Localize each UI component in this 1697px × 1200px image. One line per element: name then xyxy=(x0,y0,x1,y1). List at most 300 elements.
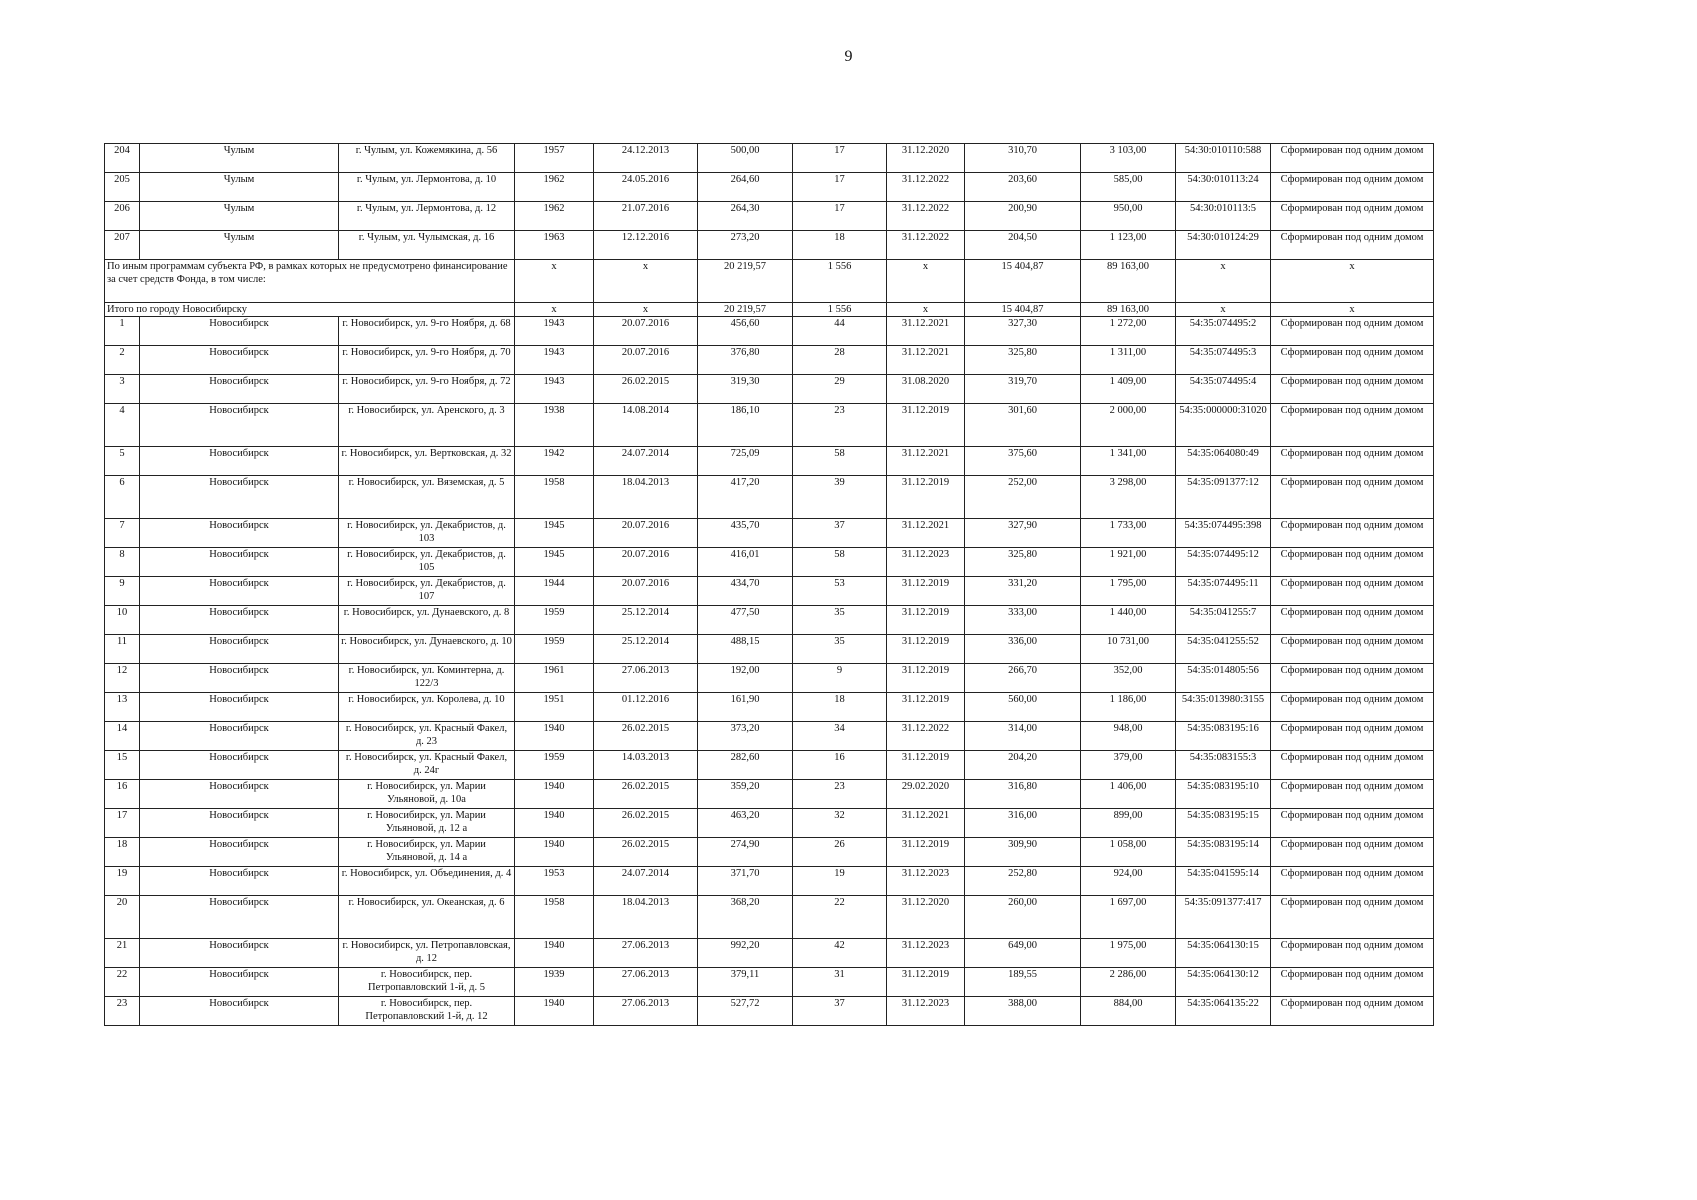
cell-land-status: Сформирован под одним домом xyxy=(1271,635,1434,664)
cell-cost: 1 272,00 xyxy=(1081,317,1176,346)
subtotal-program-block xyxy=(105,260,1434,317)
cell-resettled-area: 336,00 xyxy=(965,635,1081,664)
cell-address: г. Новосибирск, ул. Дунаевского, д. 8 xyxy=(339,606,515,635)
cell-resettlement-deadline: 31.12.2023 xyxy=(887,867,965,896)
cell-resettled-area: 252,80 xyxy=(965,867,1081,896)
cell-year-built: 1945 xyxy=(515,519,594,548)
cell-residents-count: 18 xyxy=(793,231,887,260)
cell-address: г. Новосибирск, ул. Красный Факел, д. 23 xyxy=(339,722,515,751)
subtotal-city-status: x xyxy=(1271,303,1434,317)
subtotal-city-cost: 89 163,00 xyxy=(1081,303,1176,317)
cell-recognition-date: 24.07.2014 xyxy=(594,867,698,896)
cell-cost: 1 409,00 xyxy=(1081,375,1176,404)
cell-address: г. Чулым, ул. Лермонтова, д. 10 xyxy=(339,173,515,202)
cell-recognition-date: 26.02.2015 xyxy=(594,722,698,751)
cell-row-number: 13 xyxy=(105,693,140,722)
cell-total-area: 434,70 xyxy=(698,577,793,606)
cell-city: Новосибирск xyxy=(140,577,339,606)
cell-total-area: 264,30 xyxy=(698,202,793,231)
cell-address: г. Новосибирск, ул. Марии Ульяновой, д. 12 а xyxy=(339,809,515,838)
cell-cadastre-number: 54:35:064135:22 xyxy=(1176,997,1271,1026)
cell-year-built: 1963 xyxy=(515,231,594,260)
cell-resettled-area: 310,70 xyxy=(965,144,1081,173)
table-row xyxy=(105,346,1434,375)
table-row xyxy=(105,939,1434,968)
cell-residents-count: 35 xyxy=(793,606,887,635)
cell-total-area: 435,70 xyxy=(698,519,793,548)
cell-cost: 1 921,00 xyxy=(1081,548,1176,577)
cell-resettlement-deadline: 31.12.2019 xyxy=(887,577,965,606)
cell-year-built: 1962 xyxy=(515,202,594,231)
cell-resettlement-deadline: 31.12.2019 xyxy=(887,664,965,693)
cell-cadastre-number: 54:35:041595:14 xyxy=(1176,867,1271,896)
cell-recognition-date: 21.07.2016 xyxy=(594,202,698,231)
cell-address: г. Новосибирск, ул. Объединения, д. 4 xyxy=(339,867,515,896)
cell-row-number: 3 xyxy=(105,375,140,404)
cell-city: Новосибирск xyxy=(140,346,339,375)
cell-year-built: 1951 xyxy=(515,693,594,722)
cell-residents-count: 53 xyxy=(793,577,887,606)
cell-residents-count: 9 xyxy=(793,664,887,693)
cell-row-number: 207 xyxy=(105,231,140,260)
subtotal-program-status: x xyxy=(1271,260,1434,303)
cell-land-status: Сформирован под одним домом xyxy=(1271,404,1434,447)
cell-city: Новосибирск xyxy=(140,838,339,867)
cell-resettled-area: 331,20 xyxy=(965,577,1081,606)
cell-residents-count: 26 xyxy=(793,838,887,867)
cell-total-area: 264,60 xyxy=(698,173,793,202)
cell-land-status: Сформирован под одним домом xyxy=(1271,751,1434,780)
cell-resettlement-deadline: 31.12.2020 xyxy=(887,896,965,939)
table-row xyxy=(105,968,1434,997)
cell-resettlement-deadline: 31.12.2020 xyxy=(887,144,965,173)
table-body-top xyxy=(105,144,1434,260)
cell-year-built: 1943 xyxy=(515,317,594,346)
cell-resettled-area: 314,00 xyxy=(965,722,1081,751)
subtotal-program-label: По иным программам субъекта РФ, в рамках которых не предусмотрено финансирование за счет средств Фонда, в том числе: xyxy=(105,260,515,303)
cell-residents-count: 22 xyxy=(793,896,887,939)
cell-city: Чулым xyxy=(140,202,339,231)
table-row xyxy=(105,751,1434,780)
table-row xyxy=(105,231,1434,260)
subtotal-program-area2: 15 404,87 xyxy=(965,260,1081,303)
cell-cost: 3 298,00 xyxy=(1081,476,1176,519)
cell-total-area: 186,10 xyxy=(698,404,793,447)
cell-city: Новосибирск xyxy=(140,476,339,519)
cell-residents-count: 44 xyxy=(793,317,887,346)
cell-recognition-date: 18.04.2013 xyxy=(594,476,698,519)
cell-year-built: 1943 xyxy=(515,346,594,375)
cell-residents-count: 35 xyxy=(793,635,887,664)
cell-cost: 1 697,00 xyxy=(1081,896,1176,939)
cell-cost: 1 795,00 xyxy=(1081,577,1176,606)
cell-cost: 1 733,00 xyxy=(1081,519,1176,548)
cell-address: г. Чулым, ул. Лермонтова, д. 12 xyxy=(339,202,515,231)
cell-city: Новосибирск xyxy=(140,896,339,939)
table-row xyxy=(105,606,1434,635)
cell-row-number: 14 xyxy=(105,722,140,751)
subtotal-city-residents: 1 556 xyxy=(793,303,887,317)
cell-resettled-area: 204,20 xyxy=(965,751,1081,780)
cell-total-area: 416,01 xyxy=(698,548,793,577)
cell-total-area: 477,50 xyxy=(698,606,793,635)
cell-recognition-date: 24.12.2013 xyxy=(594,144,698,173)
cell-address: г. Новосибирск, ул. Аренского, д. 3 xyxy=(339,404,515,447)
cell-cadastre-number: 54:35:074495:11 xyxy=(1176,577,1271,606)
cell-recognition-date: 27.06.2013 xyxy=(594,939,698,968)
cell-cadastre-number: 54:35:074495:4 xyxy=(1176,375,1271,404)
cell-resettled-area: 189,55 xyxy=(965,968,1081,997)
cell-address: г. Чулым, ул. Чулымская, д. 16 xyxy=(339,231,515,260)
cell-recognition-date: 20.07.2016 xyxy=(594,317,698,346)
cell-recognition-date: 26.02.2015 xyxy=(594,809,698,838)
cell-cadastre-number: 54:35:064080:49 xyxy=(1176,447,1271,476)
cell-year-built: 1958 xyxy=(515,476,594,519)
cell-cadastre-number: 54:35:013980:3155 xyxy=(1176,693,1271,722)
cell-address: г. Новосибирск, пер. Петропавловский 1-й, д. 12 xyxy=(339,997,515,1026)
cell-resettled-area: 204,50 xyxy=(965,231,1081,260)
cell-row-number: 2 xyxy=(105,346,140,375)
cell-resettled-area: 325,80 xyxy=(965,346,1081,375)
cell-total-area: 192,00 xyxy=(698,664,793,693)
cell-residents-count: 37 xyxy=(793,997,887,1026)
cell-recognition-date: 26.02.2015 xyxy=(594,780,698,809)
cell-residents-count: 23 xyxy=(793,780,887,809)
cell-city: Новосибирск xyxy=(140,317,339,346)
cell-cadastre-number: 54:30:010113:24 xyxy=(1176,173,1271,202)
subtotal-program-cost: 89 163,00 xyxy=(1081,260,1176,303)
cell-cadastre-number: 54:35:083195:10 xyxy=(1176,780,1271,809)
cell-cost: 2 286,00 xyxy=(1081,968,1176,997)
cell-residents-count: 18 xyxy=(793,693,887,722)
cell-recognition-date: 20.07.2016 xyxy=(594,548,698,577)
cell-recognition-date: 20.07.2016 xyxy=(594,519,698,548)
cell-land-status: Сформирован под одним домом xyxy=(1271,202,1434,231)
subtotal-city-cadastre: x xyxy=(1176,303,1271,317)
cell-cadastre-number: 54:35:041255:7 xyxy=(1176,606,1271,635)
cell-row-number: 5 xyxy=(105,447,140,476)
cell-resettled-area: 309,90 xyxy=(965,838,1081,867)
cell-address: г. Новосибирск, ул. Коминтерна, д. 122/3 xyxy=(339,664,515,693)
cell-address: г. Новосибирск, ул. Декабристов, д. 105 xyxy=(339,548,515,577)
cell-row-number: 204 xyxy=(105,144,140,173)
cell-cadastre-number: 54:35:083195:14 xyxy=(1176,838,1271,867)
cell-year-built: 1953 xyxy=(515,867,594,896)
cell-resettled-area: 316,80 xyxy=(965,780,1081,809)
cell-land-status: Сформирован под одним домом xyxy=(1271,939,1434,968)
cell-resettlement-deadline: 31.12.2019 xyxy=(887,693,965,722)
cell-cost: 1 406,00 xyxy=(1081,780,1176,809)
cell-year-built: 1957 xyxy=(515,144,594,173)
cell-total-area: 725,09 xyxy=(698,447,793,476)
cell-recognition-date: 26.02.2015 xyxy=(594,838,698,867)
cell-city: Новосибирск xyxy=(140,722,339,751)
subtotal-city-row xyxy=(105,303,1434,317)
cell-cadastre-number: 54:35:091377:417 xyxy=(1176,896,1271,939)
cell-city: Новосибирск xyxy=(140,693,339,722)
cell-cadastre-number: 54:35:074495:2 xyxy=(1176,317,1271,346)
cell-year-built: 1943 xyxy=(515,375,594,404)
cell-resettlement-deadline: 31.12.2019 xyxy=(887,606,965,635)
cell-row-number: 4 xyxy=(105,404,140,447)
cell-cadastre-number: 54:35:064130:12 xyxy=(1176,968,1271,997)
cell-cost: 884,00 xyxy=(1081,997,1176,1026)
cell-total-area: 992,20 xyxy=(698,939,793,968)
cell-address: г. Новосибирск, ул. Вертковская, д. 32 xyxy=(339,447,515,476)
cell-cost: 585,00 xyxy=(1081,173,1176,202)
cell-row-number: 20 xyxy=(105,896,140,939)
cell-residents-count: 42 xyxy=(793,939,887,968)
cell-cadastre-number: 54:35:014805:56 xyxy=(1176,664,1271,693)
cell-residents-count: 37 xyxy=(793,519,887,548)
cell-land-status: Сформирован под одним домом xyxy=(1271,780,1434,809)
cell-residents-count: 34 xyxy=(793,722,887,751)
cell-cost: 1 123,00 xyxy=(1081,231,1176,260)
table-row xyxy=(105,173,1434,202)
cell-residents-count: 19 xyxy=(793,867,887,896)
subtotal-city-area: 20 219,57 xyxy=(698,303,793,317)
cell-total-area: 463,20 xyxy=(698,809,793,838)
cell-cost: 2 000,00 xyxy=(1081,404,1176,447)
table-row xyxy=(105,809,1434,838)
cell-land-status: Сформирован под одним домом xyxy=(1271,548,1434,577)
cell-address: г. Чулым, ул. Кожемякина, д. 56 xyxy=(339,144,515,173)
cell-recognition-date: 24.07.2014 xyxy=(594,447,698,476)
cell-city: Чулым xyxy=(140,173,339,202)
cell-cost: 1 975,00 xyxy=(1081,939,1176,968)
cell-cadastre-number: 54:35:041255:52 xyxy=(1176,635,1271,664)
subtotal-program-deadline: x xyxy=(887,260,965,303)
cell-recognition-date: 27.06.2013 xyxy=(594,968,698,997)
cell-city: Новосибирск xyxy=(140,404,339,447)
cell-year-built: 1959 xyxy=(515,606,594,635)
cell-cost: 352,00 xyxy=(1081,664,1176,693)
cell-resettled-area: 333,00 xyxy=(965,606,1081,635)
cell-land-status: Сформирован под одним домом xyxy=(1271,231,1434,260)
cell-row-number: 8 xyxy=(105,548,140,577)
cell-year-built: 1944 xyxy=(515,577,594,606)
cell-year-built: 1942 xyxy=(515,447,594,476)
cell-cost: 1 341,00 xyxy=(1081,447,1176,476)
cell-residents-count: 31 xyxy=(793,968,887,997)
table-row xyxy=(105,693,1434,722)
cell-cadastre-number: 54:35:083155:3 xyxy=(1176,751,1271,780)
cell-address: г. Новосибирск, ул. Декабристов, д. 107 xyxy=(339,577,515,606)
cell-row-number: 205 xyxy=(105,173,140,202)
cell-resettlement-deadline: 31.12.2023 xyxy=(887,997,965,1026)
cell-total-area: 371,70 xyxy=(698,867,793,896)
cell-land-status: Сформирован под одним домом xyxy=(1271,867,1434,896)
cell-total-area: 319,30 xyxy=(698,375,793,404)
cell-cadastre-number: 54:30:010110:588 xyxy=(1176,144,1271,173)
cell-city: Новосибирск xyxy=(140,751,339,780)
cell-resettled-area: 560,00 xyxy=(965,693,1081,722)
cell-cost: 1 058,00 xyxy=(1081,838,1176,867)
cell-year-built: 1940 xyxy=(515,939,594,968)
cell-cost: 924,00 xyxy=(1081,867,1176,896)
cell-cost: 1 440,00 xyxy=(1081,606,1176,635)
cell-resettlement-deadline: 31.12.2022 xyxy=(887,202,965,231)
cell-land-status: Сформирован под одним домом xyxy=(1271,173,1434,202)
cell-land-status: Сформирован под одним домом xyxy=(1271,606,1434,635)
cell-total-area: 368,20 xyxy=(698,896,793,939)
cell-resettlement-deadline: 29.02.2020 xyxy=(887,780,965,809)
cell-city: Новосибирск xyxy=(140,606,339,635)
table-row xyxy=(105,447,1434,476)
cell-recognition-date: 20.07.2016 xyxy=(594,346,698,375)
subtotal-program-cadastre: x xyxy=(1176,260,1271,303)
cell-city: Чулым xyxy=(140,231,339,260)
cell-resettlement-deadline: 31.12.2019 xyxy=(887,838,965,867)
cell-resettlement-deadline: 31.12.2021 xyxy=(887,519,965,548)
cell-resettlement-deadline: 31.12.2019 xyxy=(887,751,965,780)
cell-total-area: 376,80 xyxy=(698,346,793,375)
cell-total-area: 161,90 xyxy=(698,693,793,722)
cell-resettled-area: 203,60 xyxy=(965,173,1081,202)
cell-city: Чулым xyxy=(140,144,339,173)
cell-recognition-date: 27.06.2013 xyxy=(594,664,698,693)
cell-land-status: Сформирован под одним домом xyxy=(1271,447,1434,476)
cell-resettlement-deadline: 31.12.2019 xyxy=(887,404,965,447)
cell-year-built: 1940 xyxy=(515,838,594,867)
cell-city: Новосибирск xyxy=(140,997,339,1026)
cell-recognition-date: 20.07.2016 xyxy=(594,577,698,606)
cell-cadastre-number: 54:35:074495:3 xyxy=(1176,346,1271,375)
cell-year-built: 1961 xyxy=(515,664,594,693)
cell-land-status: Сформирован под одним домом xyxy=(1271,375,1434,404)
cell-land-status: Сформирован под одним домом xyxy=(1271,693,1434,722)
cell-city: Новосибирск xyxy=(140,664,339,693)
cell-resettled-area: 319,70 xyxy=(965,375,1081,404)
cell-resettlement-deadline: 31.12.2022 xyxy=(887,722,965,751)
cell-resettled-area: 260,00 xyxy=(965,896,1081,939)
cell-recognition-date: 14.08.2014 xyxy=(594,404,698,447)
subtotal-program-residents: 1 556 xyxy=(793,260,887,303)
cell-total-area: 488,15 xyxy=(698,635,793,664)
cell-recognition-date: 14.03.2013 xyxy=(594,751,698,780)
cell-recognition-date: 24.05.2016 xyxy=(594,173,698,202)
cell-total-area: 379,11 xyxy=(698,968,793,997)
cell-city: Новосибирск xyxy=(140,635,339,664)
cell-total-area: 282,60 xyxy=(698,751,793,780)
subtotal-program-date: x xyxy=(594,260,698,303)
cell-cost: 1 186,00 xyxy=(1081,693,1176,722)
cell-total-area: 273,20 xyxy=(698,231,793,260)
subtotal-city-label: Итого по городу Новосибирску xyxy=(105,303,515,317)
cell-address: г. Новосибирск, пер. Петропавловский 1-й, д. 5 xyxy=(339,968,515,997)
cell-address: г. Новосибирск, ул. Вяземская, д. 5 xyxy=(339,476,515,519)
cell-resettled-area: 200,90 xyxy=(965,202,1081,231)
cell-row-number: 9 xyxy=(105,577,140,606)
cell-cadastre-number: 54:35:074495:398 xyxy=(1176,519,1271,548)
cell-address: г. Новосибирск, ул. 9-го Ноября, д. 70 xyxy=(339,346,515,375)
table-row xyxy=(105,635,1434,664)
cell-resettled-area: 375,60 xyxy=(965,447,1081,476)
table-row xyxy=(105,997,1434,1026)
cell-total-area: 456,60 xyxy=(698,317,793,346)
table-row xyxy=(105,838,1434,867)
cell-address: г. Новосибирск, ул. 9-го Ноября, д. 68 xyxy=(339,317,515,346)
cell-land-status: Сформирован под одним домом xyxy=(1271,317,1434,346)
subtotal-city-area2: 15 404,87 xyxy=(965,303,1081,317)
cell-land-status: Сформирован под одним домом xyxy=(1271,144,1434,173)
cell-recognition-date: 25.12.2014 xyxy=(594,635,698,664)
cell-address: г. Новосибирск, ул. Марии Ульяновой, д. 10а xyxy=(339,780,515,809)
cell-recognition-date: 01.12.2016 xyxy=(594,693,698,722)
cell-address: г. Новосибирск, ул. 9-го Ноября, д. 72 xyxy=(339,375,515,404)
cell-residents-count: 16 xyxy=(793,751,887,780)
table-row xyxy=(105,664,1434,693)
cell-year-built: 1962 xyxy=(515,173,594,202)
page-number: 9 xyxy=(844,48,853,65)
cell-land-status: Сформирован под одним домом xyxy=(1271,968,1434,997)
cell-year-built: 1940 xyxy=(515,997,594,1026)
cell-year-built: 1940 xyxy=(515,809,594,838)
cell-land-status: Сформирован под одним домом xyxy=(1271,476,1434,519)
cell-city: Новосибирск xyxy=(140,447,339,476)
cell-row-number: 23 xyxy=(105,997,140,1026)
cell-row-number: 15 xyxy=(105,751,140,780)
cell-land-status: Сформирован под одним домом xyxy=(1271,838,1434,867)
cell-year-built: 1938 xyxy=(515,404,594,447)
table-row xyxy=(105,519,1434,548)
cell-row-number: 17 xyxy=(105,809,140,838)
subtotal-program-area: 20 219,57 xyxy=(698,260,793,303)
cell-land-status: Сформирован под одним домом xyxy=(1271,997,1434,1026)
cell-row-number: 11 xyxy=(105,635,140,664)
cell-row-number: 22 xyxy=(105,968,140,997)
cell-cost: 10 731,00 xyxy=(1081,635,1176,664)
cell-land-status: Сформирован под одним домом xyxy=(1271,346,1434,375)
cell-recognition-date: 27.06.2013 xyxy=(594,997,698,1026)
cell-total-area: 500,00 xyxy=(698,144,793,173)
cell-residents-count: 32 xyxy=(793,809,887,838)
cell-resettled-area: 316,00 xyxy=(965,809,1081,838)
cell-row-number: 19 xyxy=(105,867,140,896)
cell-resettled-area: 649,00 xyxy=(965,939,1081,968)
cell-total-area: 359,20 xyxy=(698,780,793,809)
housing-registry-table xyxy=(104,143,1434,1026)
cell-address: г. Новосибирск, ул. Декабристов, д. 103 xyxy=(339,519,515,548)
cell-cost: 3 103,00 xyxy=(1081,144,1176,173)
cell-city: Новосибирск xyxy=(140,867,339,896)
cell-resettlement-deadline: 31.12.2022 xyxy=(887,231,965,260)
cell-cost: 948,00 xyxy=(1081,722,1176,751)
cell-land-status: Сформирован под одним домом xyxy=(1271,577,1434,606)
cell-resettled-area: 301,60 xyxy=(965,404,1081,447)
table-row xyxy=(105,317,1434,346)
cell-resettlement-deadline: 31.12.2023 xyxy=(887,548,965,577)
subtotal-city-deadline: x xyxy=(887,303,965,317)
table-row xyxy=(105,896,1434,939)
cell-resettlement-deadline: 31.12.2019 xyxy=(887,476,965,519)
cell-total-area: 417,20 xyxy=(698,476,793,519)
table-row xyxy=(105,202,1434,231)
cell-cost: 950,00 xyxy=(1081,202,1176,231)
cell-recognition-date: 26.02.2015 xyxy=(594,375,698,404)
cell-address: г. Новосибирск, ул. Дунаевского, д. 10 xyxy=(339,635,515,664)
cell-city: Новосибирск xyxy=(140,548,339,577)
cell-cadastre-number: 54:35:091377:12 xyxy=(1176,476,1271,519)
cell-year-built: 1940 xyxy=(515,722,594,751)
cell-resettlement-deadline: 31.12.2019 xyxy=(887,635,965,664)
cell-row-number: 206 xyxy=(105,202,140,231)
cell-address: г. Новосибирск, ул. Океанская, д. 6 xyxy=(339,896,515,939)
cell-cost: 1 311,00 xyxy=(1081,346,1176,375)
cell-year-built: 1945 xyxy=(515,548,594,577)
cell-year-built: 1940 xyxy=(515,780,594,809)
cell-cadastre-number: 54:35:083195:16 xyxy=(1176,722,1271,751)
